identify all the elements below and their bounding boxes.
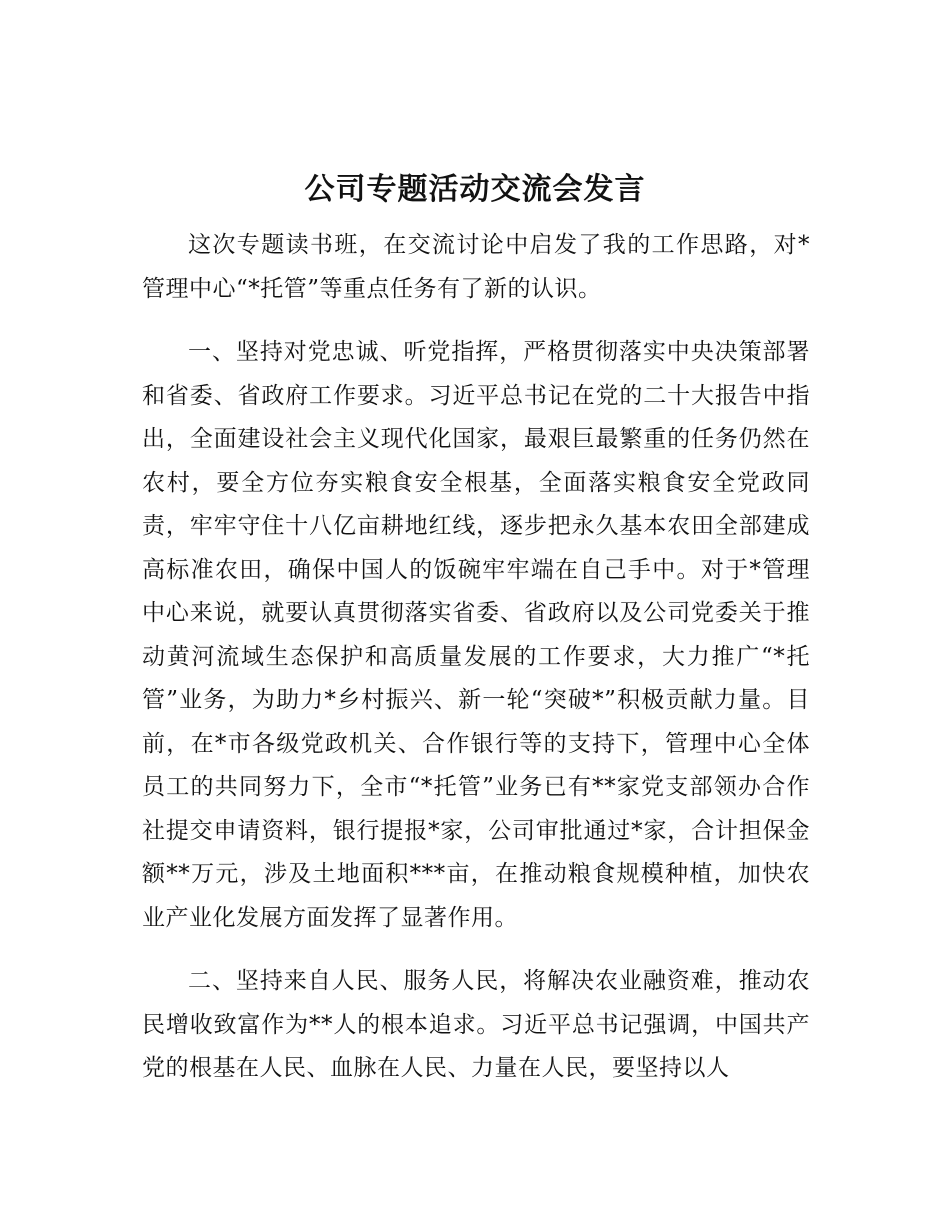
paragraph-section-one: 一、坚持对党忠诚、听党指挥，严格贯彻落实中央决策部署和省委、省政府工作要求。习近平总书记在党的二十大报告中指出，全面建设社会主义现代化国家，最艰巨最繁重的任务仍然在农村，要全方位夯实粮食安全根基，全面落实粮食安全党政同责，牢牢守住十八亿亩耕地红线，逐步把永久基本农田全部建成高标准农田，确保中国人的饭碗牢牢端在自己手中。对于*管理中心来说，就要认真贯彻落实省委、省政府以及公司党委关于推动黄河流域生态保护和高质量发展的工作要求，大力推广“*托管”业务，为助力*乡村振兴、新一轮“突破*”积极贡献力量。目前，在*市各级党政机关、合作银行等的支持下，管理中心全体员工的共同努力下，全市“*托管”业务已有**家党支部领办合作社提交申请资料，银行提报*家，公司审批通过*家，合计担保金额**万元，涉及土地面积***亩，在推动粮食规模种植，加快农业产业化发展方面发挥了显著作用。: [142, 339, 810, 931]
document-body: [142, 224, 810, 1091]
paragraph-intro: 这次专题读书班，在交流讨论中启发了我的工作思路，对*管理中心“*托管”等重点任务有了新的认识。: [142, 232, 810, 302]
paragraph-section-two: 二、坚持来自人民、服务人民，将解决农业融资难，推动农民增收致富作为**人的根本追求。习近平总书记强调，中国共产党的根基在人民、血脉在人民、力量在人民，要坚持以人: [142, 968, 810, 1081]
document-title: 公司专题活动交流会发言: [304, 172, 646, 207]
